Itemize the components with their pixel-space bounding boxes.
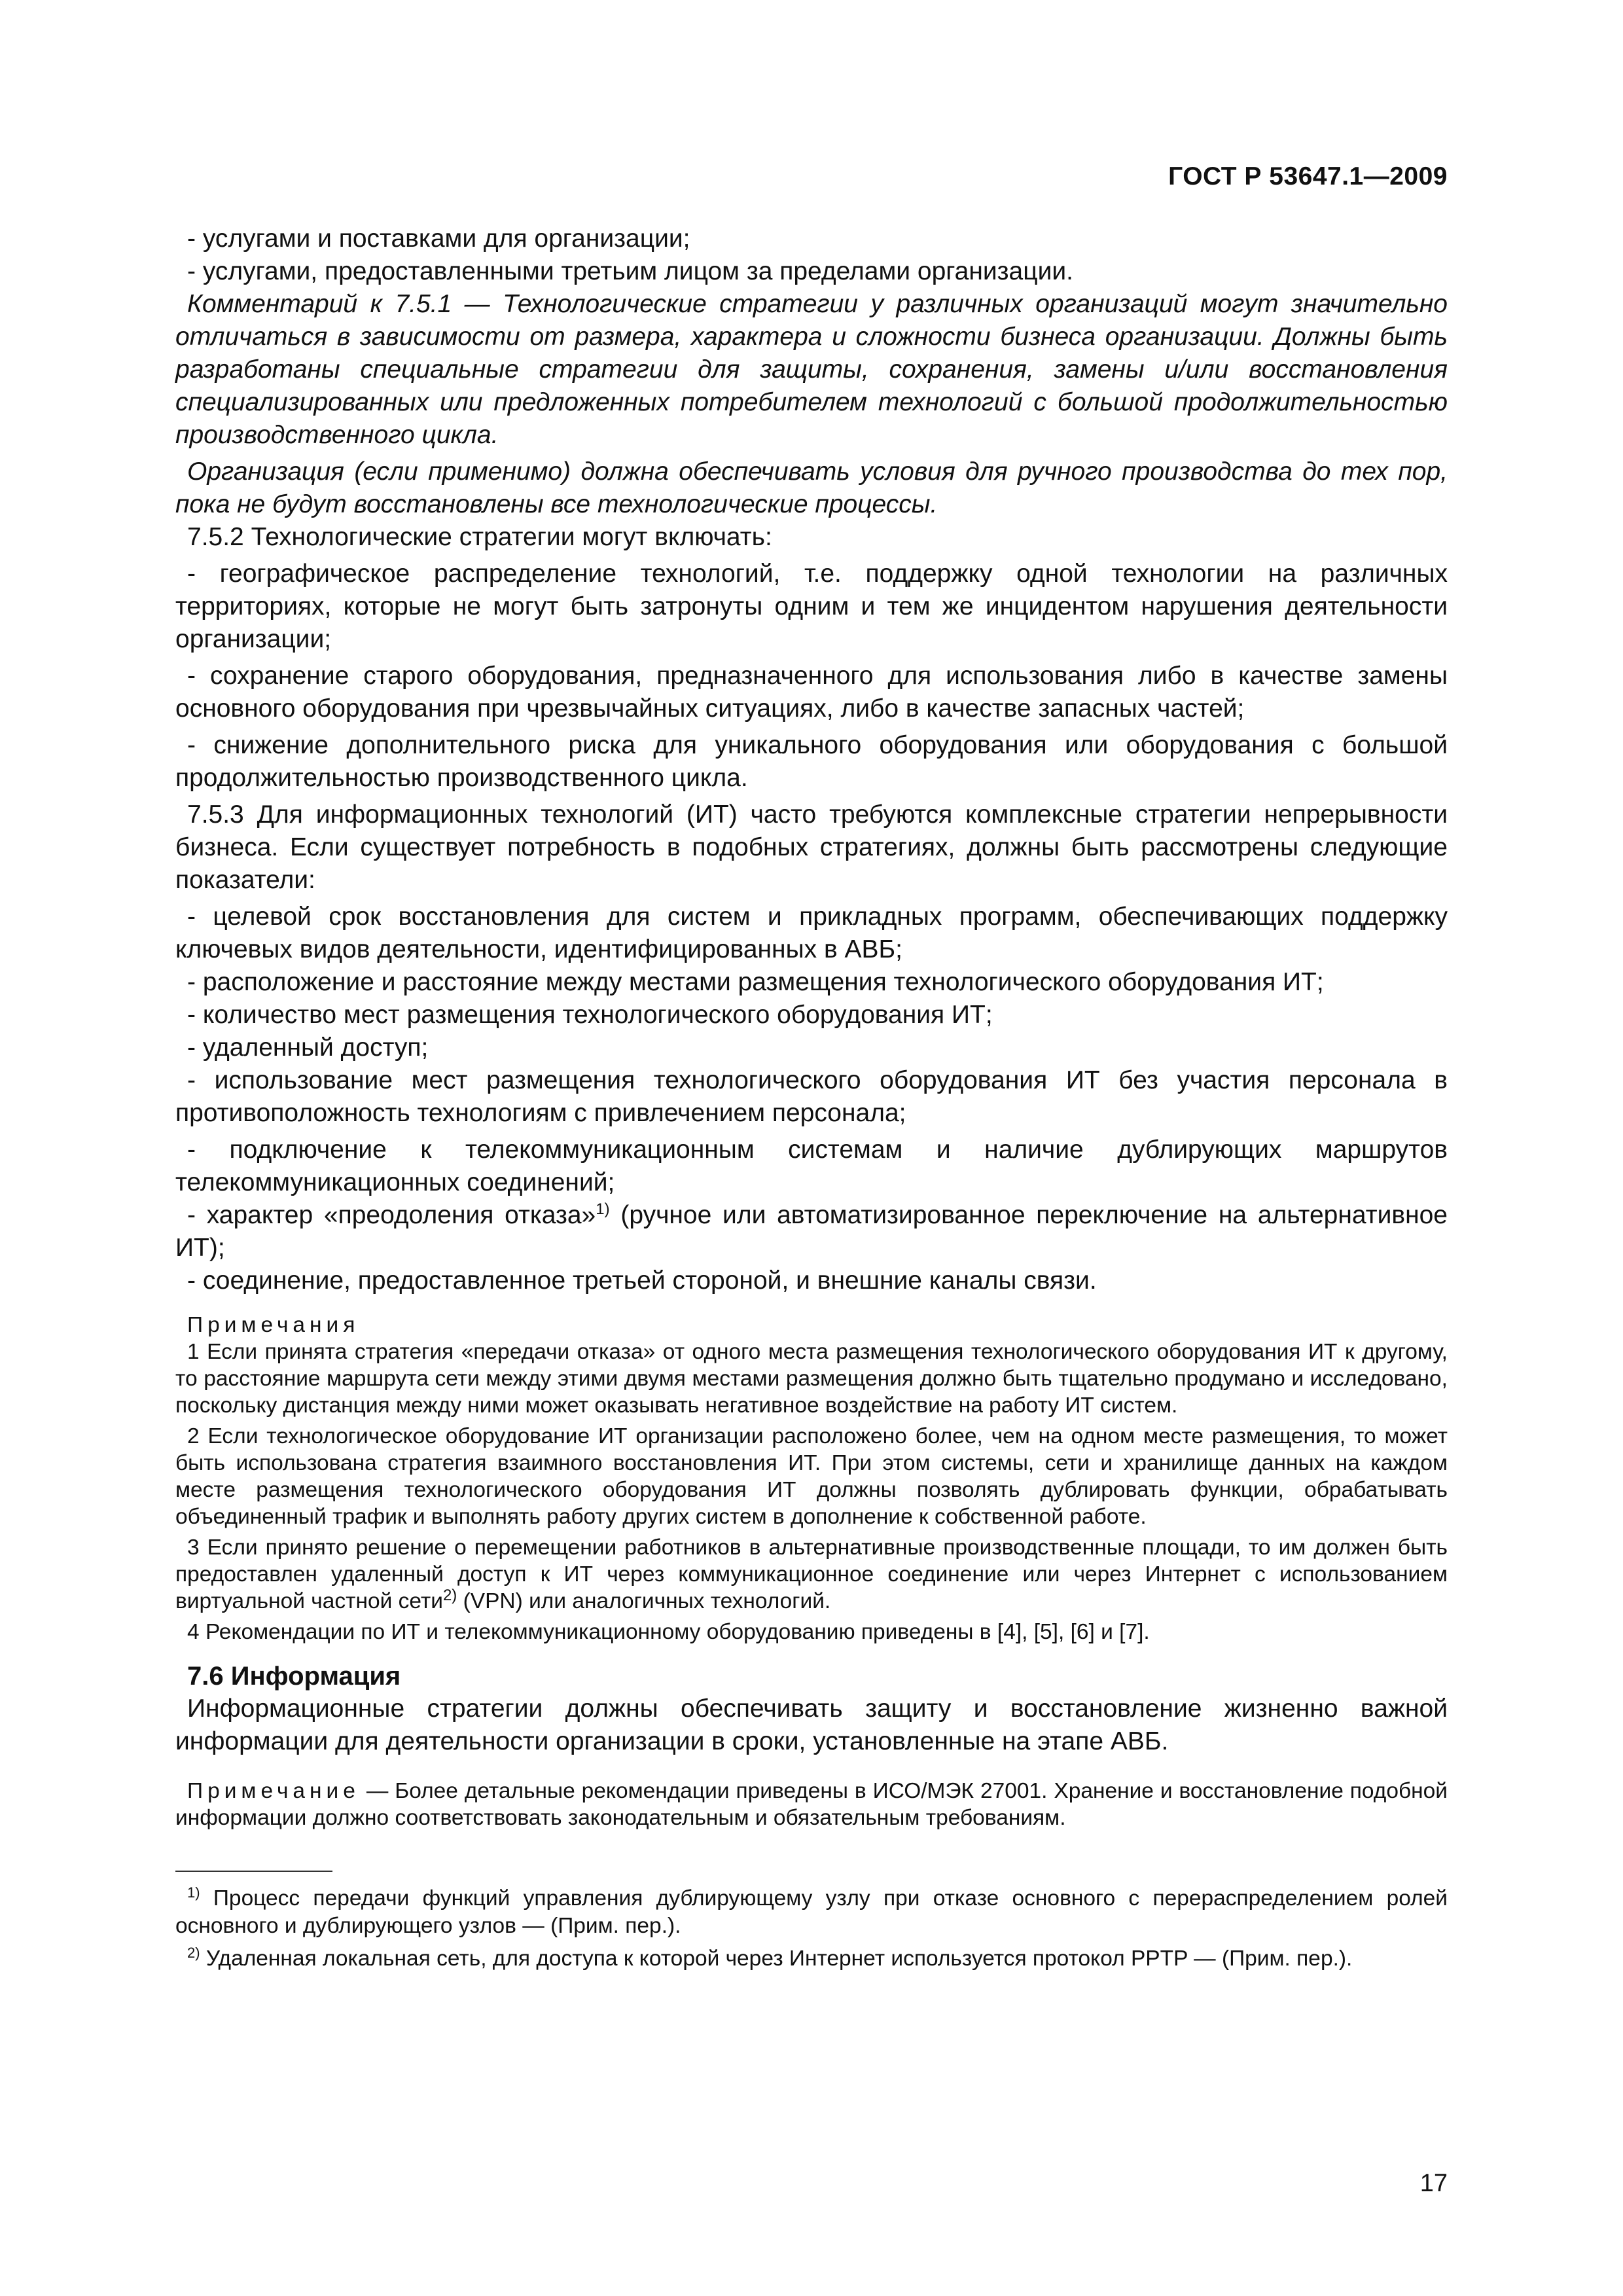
clause-752: 7.5.2 Технологические стратегии могут включать: xyxy=(187,523,772,551)
footnote-2-text: Удаленная локальная сеть, для доступа к которой через Интернет используется протокол PPTP — (Прим. пер.). xyxy=(200,1946,1353,1971)
section-76-note-para xyxy=(175,1778,1448,1831)
failover-text-a: - характер «преодоления отказа» xyxy=(187,1201,596,1229)
section-76-title: 7.6 Информация xyxy=(187,1662,401,1691)
intro-item-1: - услугами и поставками для организации; xyxy=(187,224,690,253)
clause-753-item-2: - расположение и расстояние между местами размещения технологического оборудования ИТ; xyxy=(187,968,1324,996)
footnote-1-text: Процесс передачи функций управления дублирующему узлу при отказе основного с перераспределением ролей основного и дублирующего узлов — (Прим. пер.). xyxy=(175,1886,1448,1938)
section-76-note xyxy=(175,1778,1448,1831)
comment-751: Комментарий к 7.5.1 — Технологические стратегии у различных организаций могут значительно отличаться в зависимости от размера, характера и сложности бизнеса организации. Должны быть разработаны специальные стратегии для защиты, сохранения, замены и/или восстановления специализированных или предложенных потребителем технологий с большой продолжительностью производственного цикла. xyxy=(175,290,1448,449)
intro-item-2: - услугами, предоставленными третьим лицом за пределами организации. xyxy=(187,257,1073,285)
clause-752-item-2: - сохранение старого оборудования, предназначенного для использования либо в качестве замены основного оборудования при чрезвычайных ситуациях, либо в качестве запасных частей; xyxy=(175,662,1448,723)
comment-751-manual: Организация (если применимо) должна обеспечивать условия для ручного производства до тех пор, пока не будут восстановлены все технологические процессы. xyxy=(175,457,1448,518)
clause-753-item-3: - количество мест размещения технологического оборудования ИТ; xyxy=(187,1001,993,1029)
note-76-label: Примечание xyxy=(187,1779,360,1803)
section-76-body xyxy=(175,1693,1448,1758)
clause-753-item-1: - целевой срок восстановления для систем и прикладных программ, обеспечивающих поддержку ключевых видов деятельности, идентифицированных в АВБ; xyxy=(175,903,1448,963)
note-3-text-b: (VPN) или аналогичных технологий. xyxy=(457,1589,831,1613)
clause-753-item-6: - подключение к телекоммуникационным системам и наличие дублирующих маршрутов телекоммуникационных соединений; xyxy=(175,1136,1448,1196)
clause-753-item-failover xyxy=(175,1199,1448,1265)
footnote-divider xyxy=(175,1871,332,1872)
clause-753-item-5: - использование мест размещения технологического оборудования ИТ без участия персонала в противоположность технологиям с привлечением персонала; xyxy=(175,1066,1448,1127)
clause-753-item-last: - соединение, предоставленное третьей стороной, и внешние каналы связи. xyxy=(187,1266,1097,1295)
note-4: 4 Рекомендации по ИТ и телекоммуникационному оборудованию приведены в [4], [5], [6] и [7]. xyxy=(187,1620,1150,1644)
failover-text-b: (ручное или автоматизированное переключение на альтернативное ИТ); xyxy=(175,1201,1448,1262)
clause-752-item-3: - снижение дополнительного риска для уникального оборудования или оборудования с большой продолжительностью производственного цикла. xyxy=(175,731,1448,792)
notes-block xyxy=(175,1312,1448,1645)
page-number: 17 xyxy=(1419,2170,1448,2197)
note-2: 2 Если технологическое оборудование ИТ организации расположено более, чем на одном месте размещения, то может быть использована стратегия взаимного восстановления ИТ. При этом системы, сети и хранилище данных на каждом месте размещения технологического оборудования ИТ должны позволять дублировать функции, обрабатывать объединенный трафик и выполнять работу других систем в дополнение к собственной работе. xyxy=(175,1424,1448,1529)
clause-752-item-1: - географическое распределение технологий, т.е. поддержку одной технологии на различных территориях, которые не могут быть затронуты одним и тем же инцидентом нарушения деятельности организации; xyxy=(175,560,1448,653)
footnote-2-mark: 2) xyxy=(187,1944,200,1961)
note-3-text-a: 3 Если принято решение о перемещении работников в альтернативные производственные площади, то им должен быть предоставлен удаленный доступ к ИТ через коммуникационное соединение или через Интернет с использованием виртуальной частной сети xyxy=(175,1535,1448,1613)
section-76-text: Информационные стратегии должны обеспечивать защиту и восстановление жизненно важной информации для деятельности организации в сроки, установленные на этапе АВБ. xyxy=(175,1695,1448,1755)
footnote-ref-2: 2) xyxy=(442,1586,457,1604)
clause-753-item-4: - удаленный доступ; xyxy=(187,1033,429,1062)
main-text xyxy=(175,223,1448,1297)
document-header: ГОСТ Р 53647.1—2009 xyxy=(1168,162,1448,190)
footnote-2 xyxy=(175,1945,1448,1973)
footnote-1-mark: 1) xyxy=(187,1884,200,1901)
note-3 xyxy=(175,1534,1448,1615)
clause-753: 7.5.3 Для информационных технологий (ИТ) часто требуются комплексные стратегии непрерывности бизнеса. Если существует потребность в подобных стратегиях, должны быть рассмотрены следующие показатели: xyxy=(175,800,1448,894)
note-76-text: — Более детальные рекомендации приведены в ИСО/МЭК 27001. Хранение и восстановление подобной информации должно соответствовать законодательным и обязательным требованиям. xyxy=(175,1779,1448,1830)
note-1: 1 Если принята стратегия «передачи отказа» от одного места размещения технологического оборудования ИТ к другому, то расстояние маршрута сети между этими двумя местами размещения должно быть тщательно продумано и исследовано, поскольку дистанция между ними может оказывать негативное воздействие на работу ИТ систем. xyxy=(175,1340,1448,1418)
footnote-1 xyxy=(175,1885,1448,1940)
footnote-ref-1: 1) xyxy=(596,1200,610,1218)
notes-title: Примечания xyxy=(187,1313,360,1337)
